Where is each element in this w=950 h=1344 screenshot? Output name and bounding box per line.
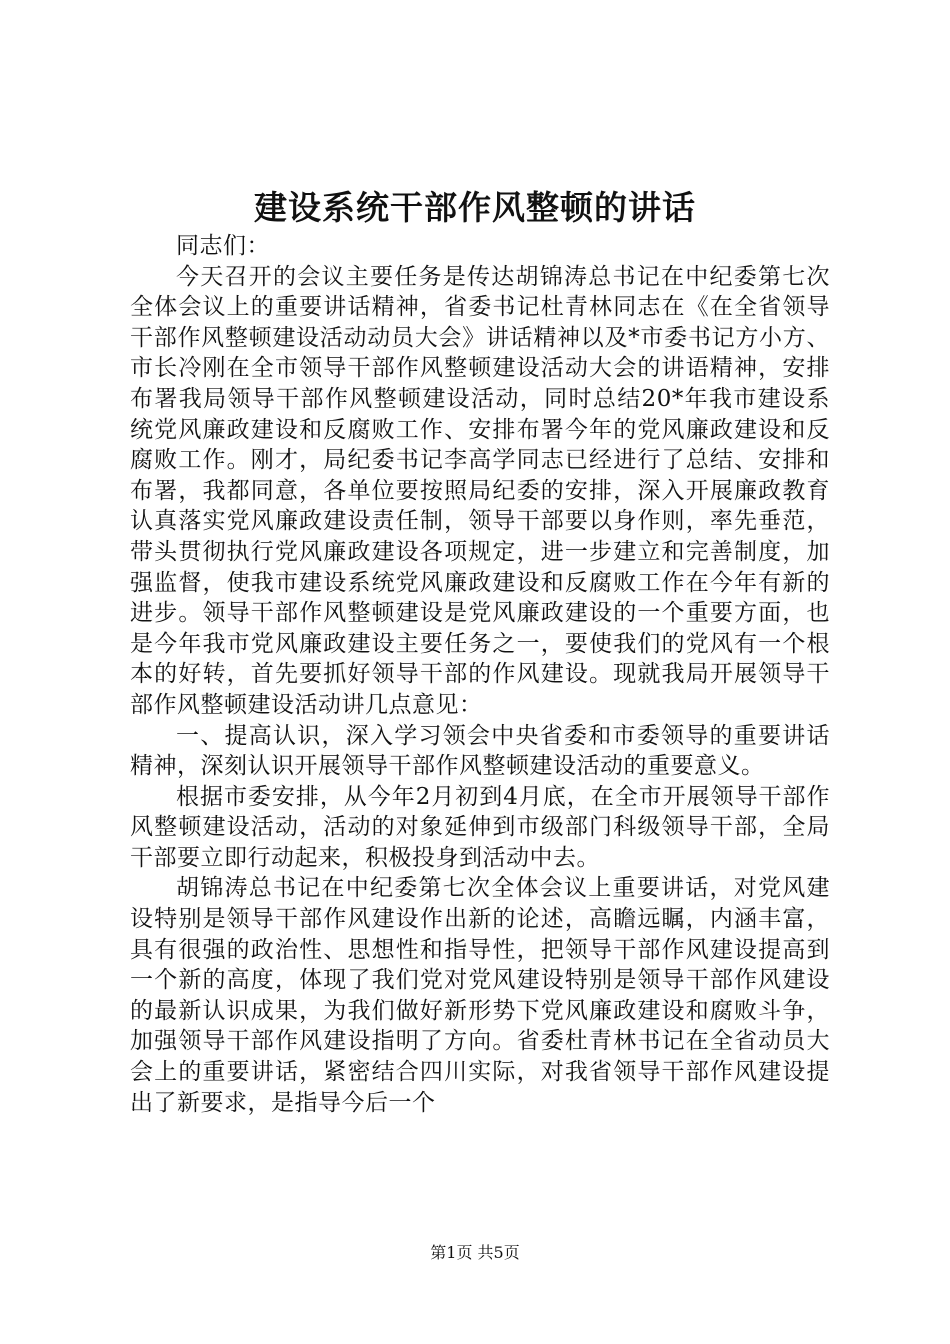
document-body bbox=[130, 231, 830, 1118]
document-title: 建设系统干部作风整顿的讲话 bbox=[254, 188, 696, 227]
paragraph: 一、提高认识，深入学习领会中央省委和市委领导的重要讲话精神，深刻认识开展领导干部作风整顿建设活动的重要意义。 bbox=[130, 722, 830, 780]
paragraph: 胡锦涛总书记在中纪委第七次全体会议上重要讲话，对党风建设特别是领导干部作风建设作出新的论述，高瞻远瞩，内涵丰富，具有很强的政治性、思想性和指导性，把领导干部作风建设提高到一个新的高度，体现了我们党对党风建设特别是领导干部作风建设的最新认识成果，为我们做好新形势下党风廉政建设和腐败斗争，加强领导干部作风建设指明了方向。省委杜青林书记在全省动员大会上的重要讲话，紧密结合四川实际，对我省领导干部作风建设提出了新要求，是指导今后一个 bbox=[130, 875, 830, 1116]
page-footer: 第1页 共5页 bbox=[430, 1243, 520, 1262]
paragraph: 根据市委安排，从今年2月初到4月底，在全市开展领导干部作风整顿建设活动，活动的对象延伸到市级部门科级领导干部，全局干部要立即行动起来，积极投身到活动中去。 bbox=[130, 783, 830, 871]
paragraph: 今天召开的会议主要任务是传达胡锦涛总书记在中纪委第七次全体会议上的重要讲话精神，省委书记杜青林同志在《在全省领导干部作风整顿建设活动动员大会》讲话精神以及*市委书记方小方、市长冷刚在全市领导干部作风整顿建设活动大会的讲语精神，安排布署我局领导干部作风整顿建设活动，同时总结20*年我市建设系统党风廉政建设和反腐败工作、安排布署今年的党风廉政建设和反腐败工作。刚才，局纪委书记李高学同志已经进行了总结、安排和布署，我都同意，各单位要按照局纪委的安排，深入开展廉政教育认真落实党风廉政建设责任制，领导干部要以身作则，率先垂范，带头贯彻执行党风廉政建设各项规定，进一步建立和完善制度，加强监督，使我市建设系统党风廉政建设和反腐败工作在今年有新的进步。领导干部作风整顿建设是党风廉政建设的一个重要方面，也是今年我市党风廉政建设主要任务之一，要使我们的党风有一个根本的好转，首先要抓好领导干部的作风建设。现就我局开展领导干部作风整顿建设活动讲几点意见： bbox=[130, 263, 830, 718]
salutation: 同志们： bbox=[176, 233, 270, 259]
